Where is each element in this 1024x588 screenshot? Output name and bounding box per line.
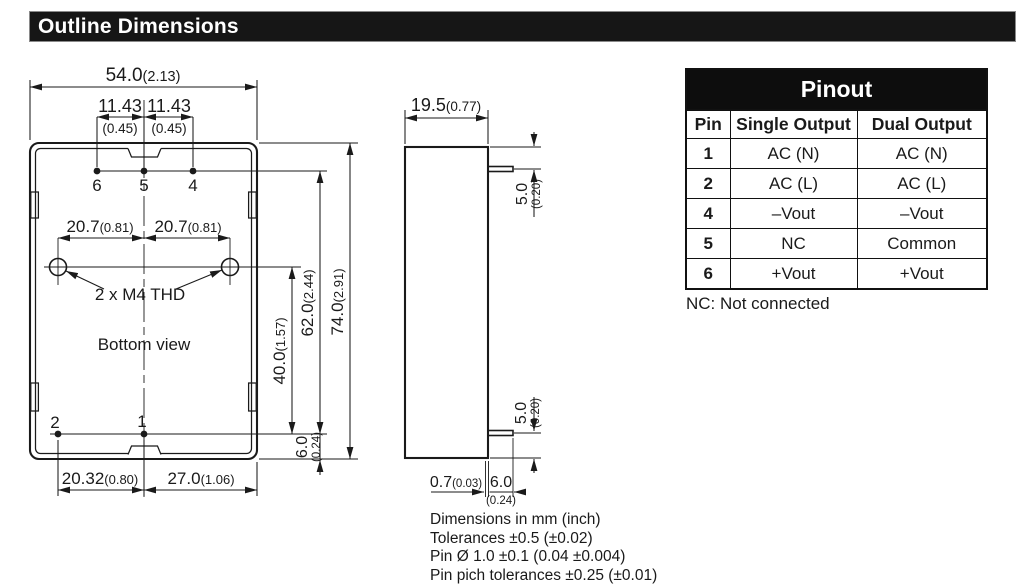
cell-dual: Common: [857, 229, 987, 259]
table-row: [686, 259, 987, 290]
table-row: [686, 199, 987, 229]
column-header-dual: Dual Output: [857, 110, 987, 139]
column-header-pin: Pin: [686, 110, 730, 139]
pin-label-4: 4: [188, 176, 198, 195]
dim-holes-to-pins-label: 40.0(1.57): [270, 317, 289, 385]
dim-pin-to-edge-mm: 6.0: [294, 435, 311, 459]
pins-bottom: [50, 412, 327, 437]
dim-vertical-group: [259, 143, 358, 475]
cell-dual: +Vout: [857, 259, 987, 290]
dim-depth-label: 19.5(0.77): [410, 95, 482, 115]
dim-bottom-right-label: 27.0(1.06): [167, 469, 235, 488]
note-line: Tolerances ±0.5 (±0.02): [430, 529, 593, 547]
mounting-holes: [44, 238, 301, 285]
tab-right-bottom: [249, 383, 257, 411]
pin-label-2: 2: [50, 413, 60, 432]
tab-left-bottom: [31, 383, 39, 411]
cell-pin: 4: [686, 199, 730, 229]
dim-hole-right-label: 20.7(0.81): [154, 217, 222, 236]
cell-dual: AC (N): [857, 139, 987, 169]
pinout-header-row: [686, 110, 987, 139]
dim-pitch-right-inch: (0.45): [151, 121, 187, 136]
table-row: [686, 169, 987, 199]
note-line: Pin pich tolerances ±0.25 (±0.01): [430, 566, 658, 584]
bottom-view: [30, 65, 358, 497]
table-row: [686, 229, 987, 259]
cell-pin: 1: [686, 139, 730, 169]
side-pin-bottom: [488, 397, 542, 473]
dim-pin-top-inch: (0.20): [531, 178, 543, 210]
pins-top: [92, 168, 327, 195]
note-line: Pin Ø 1.0 ±0.1 (0.04 ±0.004): [430, 548, 626, 566]
dim-pin-bottom-mm: 5.0: [513, 401, 530, 425]
cell-single: AC (N): [730, 139, 857, 169]
dim-pin-length-inch: (0.24): [485, 495, 517, 507]
dim-pin-top-mm: 5.0: [514, 182, 531, 206]
pin-label-1: 1: [137, 412, 147, 431]
tab-left-top: [31, 192, 39, 218]
dim-wall-label: 0.7(0.03): [429, 474, 483, 491]
cell-single: NC: [730, 229, 857, 259]
view-label: Bottom view: [97, 335, 191, 354]
cell-pin: 2: [686, 169, 730, 199]
cell-single: AC (L): [730, 169, 857, 199]
dim-pitch-left-mm: 11.43: [98, 96, 142, 116]
pinout-table: [685, 68, 988, 290]
pin-label-5: 5: [139, 176, 149, 195]
side-body: [405, 147, 488, 458]
dim-pins-span-label: 62.0(2.44): [298, 269, 317, 337]
dim-hole-left-label: 20.7(0.81): [66, 217, 134, 236]
dim-bottom-left-label: 20.32(0.80): [61, 469, 139, 488]
cell-single: +Vout: [730, 259, 857, 290]
dim-pitch-right-mm: 11.43: [147, 96, 191, 116]
note-line: Dimensions in mm (inch): [430, 511, 601, 528]
cell-dual: –Vout: [857, 199, 987, 229]
thread-note: [66, 270, 222, 304]
dim-pitch-left-inch: (0.45): [102, 121, 138, 136]
cell-single: –Vout: [730, 199, 857, 229]
dim-total-height-label: 74.0(2.91): [328, 268, 347, 336]
table-row: [686, 139, 987, 169]
side-view: [405, 95, 543, 507]
thread-note-label: 2 x M4 THD: [94, 285, 186, 304]
cell-dual: AC (L): [857, 169, 987, 199]
pinout-title-row: [686, 69, 987, 110]
dim-pin-bottom-inch: (0.20): [530, 397, 542, 429]
nc-footnote: NC: Not connected: [686, 294, 830, 313]
dim-pin-to-edge-inch: (0.24): [311, 431, 323, 463]
cell-pin: 5: [686, 229, 730, 259]
dim-wall-and-pin-length: [430, 438, 526, 507]
dim-width-label: 54.0(2.13): [105, 65, 181, 86]
cell-pin: 6: [686, 259, 730, 290]
dim-pin-length-mm: 6.0: [489, 474, 513, 491]
pin-label-6: 6: [92, 176, 102, 195]
pinout-title: Pinout: [686, 69, 987, 110]
tab-right-top: [249, 192, 257, 218]
section-title: Outline Dimensions: [38, 15, 239, 38]
column-header-single: Single Output: [730, 110, 857, 139]
side-pin-top: [488, 132, 543, 217]
dimension-notes: [430, 511, 657, 585]
dim-depth: [405, 95, 488, 144]
